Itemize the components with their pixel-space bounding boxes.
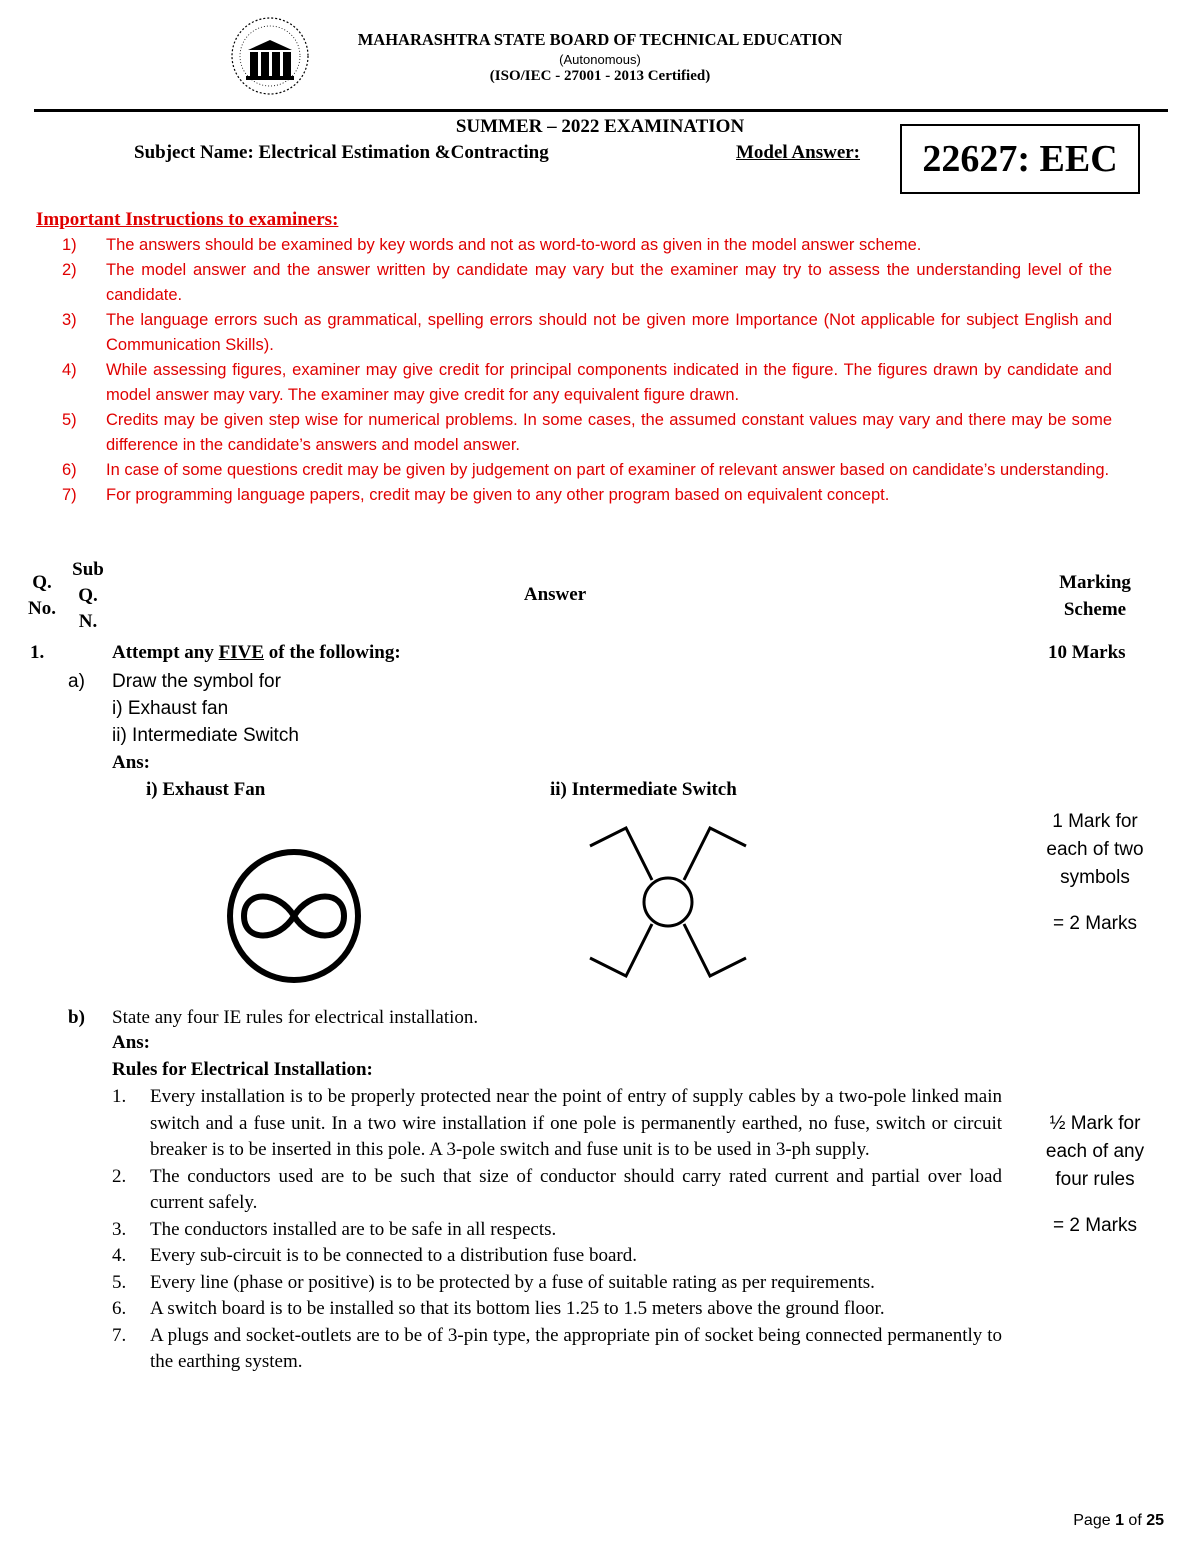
col-header-q-line: Q.: [32, 572, 52, 593]
rule-item: [112, 1164, 1002, 1217]
instruction-number: 7): [62, 486, 77, 504]
rule-text: Every installation is to be properly protected near the point of entry of supply cables by a two-pole linked main switch and a fuse unit. In a two wire installation if one pole is permanently earthed, no fuse, switch or circuit breaker is to be inserted in this pole. A 3-pole switch and fuse unit is to be used in 3-ph supply.: [150, 1086, 1002, 1160]
rule-text: Every sub-circuit is to be connected to a distribution fuse board.: [150, 1245, 638, 1266]
rule-item: [112, 1084, 1002, 1164]
model-answer-label: Model Answer:: [736, 142, 861, 163]
instruction-item: [62, 458, 1112, 483]
instruction-number: 5): [62, 411, 77, 429]
subq-a-ans: Ans:: [112, 752, 151, 773]
instruction-number: 1): [62, 236, 77, 254]
subject-name: Subject Name: Electrical Estimation &Contracting: [134, 142, 549, 163]
rule-item: [112, 1296, 1002, 1323]
rule-text: A switch board is to be installed so that its bottom lies 1.25 to 1.5 meters above the ground floor.: [150, 1298, 885, 1319]
instruction-item: [62, 308, 1112, 358]
col-header-scheme-line: Scheme: [1063, 599, 1127, 620]
rule-number: 2.: [112, 1165, 127, 1187]
rule-text: The conductors installed are to be safe in all respects.: [150, 1218, 557, 1240]
page-current: 1: [1115, 1512, 1124, 1529]
marks-line: each of two: [1046, 839, 1144, 860]
fig-exhaust-fan-label: i) Exhaust Fan: [146, 779, 266, 800]
page-total: 25: [1146, 1512, 1164, 1529]
instruction-item: [62, 233, 1112, 258]
exhaust-fan-symbol: [222, 844, 366, 988]
rule-item: [112, 1270, 1002, 1297]
board-name: MAHARASHTRA STATE BOARD OF TECHNICAL EDUCATION: [357, 30, 843, 49]
instruction-text: The language errors such as grammatical, spelling errors should not be given more Importance (Not applicable for subject English and Communication Skills).: [106, 311, 1112, 354]
prompt-emphasis: FIVE: [218, 642, 265, 663]
col-header-marking-line: Marking: [1059, 572, 1131, 593]
rule-item: [112, 1217, 1002, 1244]
instructions-list: [62, 233, 1112, 508]
rule-text: The conductors used are to be such that size of conductor should carry rated current and partial over load current safely.: [150, 1165, 1002, 1213]
instruction-item: [62, 358, 1112, 408]
instruction-number: 6): [62, 461, 77, 479]
col-header-sub-line: Sub: [72, 559, 104, 580]
subq-b-ans: Ans:: [112, 1032, 151, 1053]
subq-a-label: a): [68, 671, 85, 692]
subq-a-line2: i) Exhaust fan: [112, 698, 229, 719]
instruction-text: While assessing figures, examiner may give credit for principal components indicated in the figure. The figures drawn by candidate and model answer may vary. The examiner may give credit for any equivalent figure drawn.: [106, 361, 1112, 404]
subq-a-marks: [1030, 808, 1160, 938]
page-number: [1073, 1512, 1164, 1530]
instruction-text: The model answer and the answer written by candidate may vary but the examiner may try to assess the understanding level of the candidate.: [106, 261, 1112, 304]
marks-total: = 2 Marks: [1053, 913, 1137, 934]
rule-text: A plugs and socket-outlets are to be of 3-pin type, the appropriate pin of socket being connected permanently to the earthing system.: [150, 1324, 1002, 1372]
subq-b-label: b): [68, 1007, 85, 1028]
instruction-text: Credits may be given step wise for numerical problems. In some cases, the assumed constant values may vary and there may be some difference in the candidate’s answers and model answer.: [106, 411, 1112, 454]
instruction-number: 4): [62, 361, 77, 379]
question-prompt: [112, 639, 401, 666]
board-status: (Autonomous): [559, 52, 641, 67]
instruction-text: In case of some questions credit may be given by judgement on part of examiner of relevant answer based on candidate’s understanding.: [106, 461, 1110, 479]
rules-heading: Rules for Electrical Installation:: [112, 1059, 373, 1080]
col-header-marking: [1035, 569, 1155, 623]
rule-number: 5.: [112, 1271, 127, 1293]
instruction-item: [62, 258, 1112, 308]
marks-line: each of any: [1045, 1141, 1145, 1162]
instructions-heading: Important Instructions to examiners:: [36, 209, 339, 230]
intermediate-switch-symbol: [586, 822, 750, 984]
marks-line: four rules: [1055, 1169, 1135, 1190]
instruction-item: [62, 408, 1112, 458]
rule-number: 7.: [112, 1324, 127, 1346]
board-certification: (ISO/IEC - 27001 - 2013 Certified): [489, 68, 711, 84]
subq-a-line1: Draw the symbol for: [112, 671, 281, 692]
rule-number: 6.: [112, 1298, 127, 1319]
fig-intermediate-switch-label: ii) Intermediate Switch: [550, 779, 737, 800]
question-number: 1.: [30, 642, 45, 663]
marks-total: = 2 Marks: [1053, 1215, 1137, 1236]
rule-number: 1.: [112, 1086, 127, 1107]
instruction-text: For programming language papers, credit may be given to any other program based on equivalent concept.: [106, 486, 890, 504]
col-header-no-line: No.: [28, 598, 56, 619]
rule-item: [112, 1243, 1002, 1270]
instruction-number: 2): [62, 261, 77, 279]
marks-line: ½ Mark for: [1049, 1113, 1141, 1134]
subject-code-box: 22627: EEC: [900, 124, 1140, 194]
col-header-sub-q: [58, 557, 118, 635]
question-marks: 10 Marks: [1048, 642, 1126, 663]
subq-a-line3: ii) Intermediate Switch: [112, 725, 299, 746]
rules-list: [112, 1084, 1002, 1376]
page-prefix: Page: [1073, 1512, 1116, 1529]
col-header-subn-line: N.: [78, 611, 98, 632]
rule-item: [112, 1323, 1002, 1376]
instruction-text: The answers should be examined by key words and not as word-to-word as given in the model answer scheme.: [106, 236, 922, 254]
col-header-subq-line: Q.: [78, 585, 98, 606]
msbte-logo: [228, 14, 312, 98]
prompt-text: of the following:: [264, 642, 401, 663]
rule-text: Every line (phase or positive) is to be protected by a fuse of suitable rating as per requirements.: [150, 1271, 875, 1293]
marks-line: symbols: [1060, 867, 1130, 888]
marks-line: 1 Mark for: [1052, 811, 1138, 832]
rule-number: 4.: [112, 1245, 127, 1266]
rule-number: 3.: [112, 1218, 127, 1240]
subq-b-question: State any four IE rules for electrical installation.: [112, 1007, 479, 1028]
prompt-text: Attempt any: [112, 642, 219, 663]
instruction-number: 3): [62, 311, 77, 329]
col-header-answer: Answer: [523, 584, 587, 605]
subq-b-marks: [1030, 1110, 1160, 1240]
exam-title: SUMMER – 2022 EXAMINATION: [455, 116, 745, 137]
instruction-item: [62, 483, 1112, 508]
page-of: of: [1123, 1512, 1147, 1529]
header-divider: [34, 109, 1168, 112]
